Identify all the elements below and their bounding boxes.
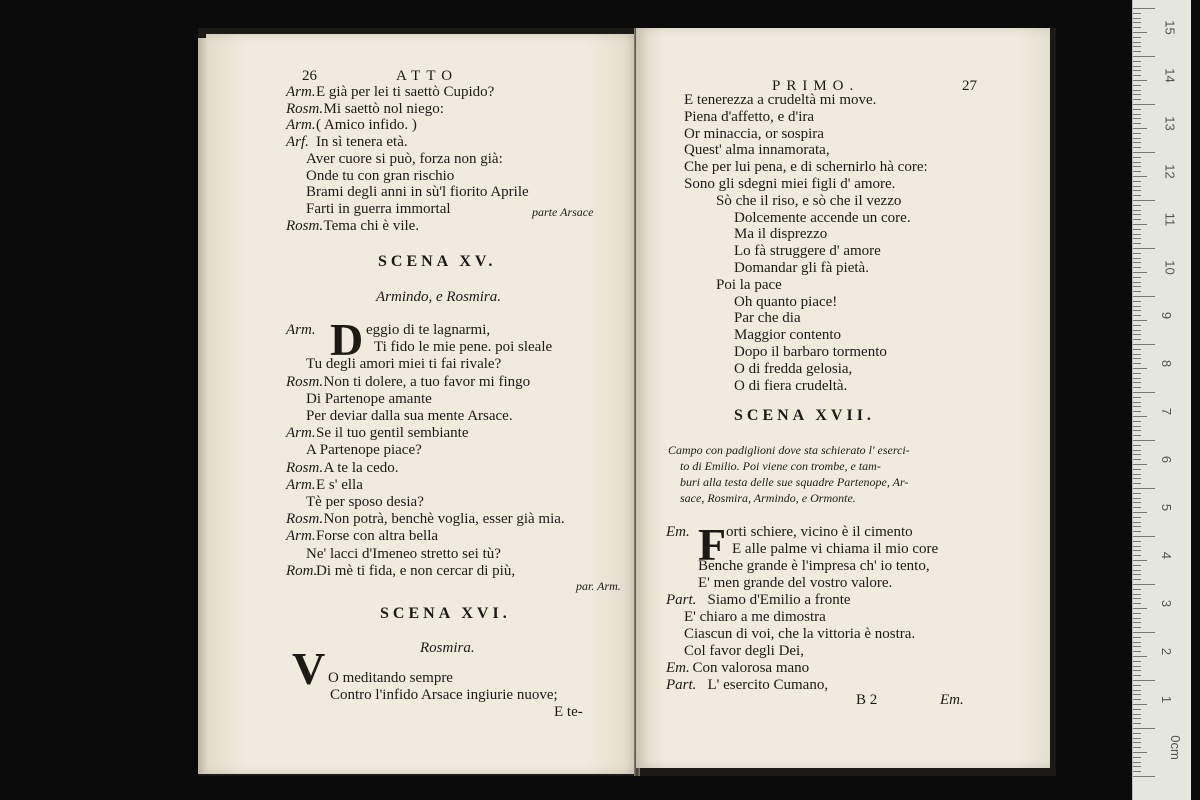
speaker-label: Arm. <box>286 84 316 100</box>
ruler-tick <box>1133 488 1155 489</box>
ruler-tick <box>1133 699 1141 700</box>
ruler-tick <box>1133 613 1141 614</box>
ruler-tick <box>1133 560 1147 561</box>
page-number-left: 26 <box>302 68 317 84</box>
ruler-tick <box>1133 421 1141 422</box>
ruler-tick <box>1133 27 1141 28</box>
ruler-tick <box>1133 277 1141 278</box>
ruler-label: 11 <box>1162 212 1178 227</box>
text-line: Se il tuo gentil sembiante <box>316 425 469 442</box>
ruler-tick <box>1133 752 1147 753</box>
open-book <box>198 28 1056 776</box>
speaker-label: Rosm. <box>286 459 324 476</box>
ruler-tick <box>1133 272 1147 273</box>
ruler-tick <box>1133 445 1141 446</box>
ruler-tick <box>1133 349 1141 350</box>
ruler-tick <box>1133 416 1147 417</box>
ruler-tick <box>1133 762 1141 763</box>
ruler-tick <box>1133 642 1141 643</box>
text-line: E s' ella <box>316 476 363 493</box>
text-line: eggio di te lagnarmi, <box>366 322 491 338</box>
ruler-tick <box>1133 219 1141 220</box>
speaker-label: Arm. <box>286 425 316 442</box>
text-line: E alle palme vi chiama il mio core <box>732 541 939 557</box>
ruler-label: 14 <box>1162 68 1178 83</box>
ruler-tick <box>1133 464 1147 465</box>
ruler-tick <box>1133 354 1141 355</box>
ruler-tick <box>1133 310 1141 311</box>
ruler-tick <box>1133 248 1155 249</box>
speaker-label: Rosm. <box>286 217 324 234</box>
ruler-tick <box>1133 723 1141 724</box>
running-head-left: ATTO <box>396 68 459 84</box>
ruler-tick <box>1133 714 1141 715</box>
ruler-label: 0cm <box>1167 735 1183 760</box>
text-line: In sì tenera età. <box>316 134 408 151</box>
text-line: Mi saettò nol niego: <box>323 100 444 117</box>
text-line: Non ti dolere, a tuo favor mi fingo <box>323 373 531 390</box>
ruler-tick <box>1133 728 1155 729</box>
ruler-tick <box>1133 747 1141 748</box>
stage-direction: par. Arm. <box>576 579 621 593</box>
drop-cap: F <box>698 519 727 570</box>
ruler-tick <box>1133 656 1147 657</box>
text-line: L' esercito Cumano, <box>707 677 829 693</box>
ruler-tick <box>1133 18 1141 19</box>
ruler-tick <box>1133 42 1141 43</box>
text-line: Onde tu con gran rischio <box>306 167 455 184</box>
ruler-tick <box>1133 507 1141 508</box>
ruler-tick <box>1133 181 1141 182</box>
ruler-tick <box>1133 387 1141 388</box>
ruler-tick <box>1133 238 1141 239</box>
ruler-tick <box>1133 171 1141 172</box>
ruler-tick <box>1133 541 1141 542</box>
ruler-tick <box>1133 574 1141 575</box>
ruler-label: 3 <box>1159 599 1175 608</box>
verse-line: Poi la pace <box>716 276 782 293</box>
text-line: Tu degli amori miei ti fai rivale? <box>306 356 502 373</box>
ruler-tick <box>1133 114 1141 115</box>
text-line: E' chiaro a me dimostra <box>684 609 826 625</box>
text-line: Di Partenope amante <box>306 390 432 407</box>
ruler-tick <box>1133 594 1141 595</box>
ruler-tick <box>1133 296 1155 297</box>
ruler-tick <box>1133 243 1141 244</box>
speaker-label: Arm. <box>286 322 316 338</box>
ruler-tick <box>1133 306 1141 307</box>
ruler-tick <box>1133 632 1155 633</box>
ruler-label: 9 <box>1159 311 1175 320</box>
ruler-tick <box>1133 224 1147 225</box>
ruler-tick <box>1133 675 1141 676</box>
ruler-label: 15 <box>1162 20 1178 35</box>
ruler-tick <box>1133 598 1141 599</box>
page-number-right: 27 <box>962 78 977 94</box>
ruler-tick <box>1133 661 1141 662</box>
ruler-tick <box>1133 637 1141 638</box>
ruler-tick <box>1133 339 1141 340</box>
ruler-tick <box>1133 603 1141 604</box>
ruler-tick <box>1133 75 1141 76</box>
verse-line: Sono gli sdegni miei figli d' amore. <box>684 176 896 192</box>
ruler-tick <box>1133 651 1141 652</box>
text-line: E già per lei ti saettò Cupido? <box>316 84 495 100</box>
text-line: Di mè ti fida, e non cercar di più, <box>316 562 516 579</box>
text-line: Contro l'infido Arsace ingiurie nuove; <box>330 687 558 703</box>
scene-characters: Rosmira. <box>420 640 475 656</box>
ruler-tick <box>1133 579 1141 580</box>
ruler-tick <box>1133 517 1141 518</box>
ruler-label: 1 <box>1159 695 1175 704</box>
verse-line: O di fiera crudeltà. <box>734 377 848 394</box>
ruler-label: 8 <box>1159 359 1175 368</box>
left-page <box>206 34 638 774</box>
ruler-tick <box>1133 109 1141 110</box>
ruler-tick <box>1133 320 1147 321</box>
ruler-tick <box>1133 166 1141 167</box>
verse-line: Maggior contento <box>734 327 842 344</box>
ruler-tick <box>1133 378 1141 379</box>
verse-line: Sò che il riso, e sò che il vezzo <box>716 192 902 209</box>
ruler-tick <box>1133 709 1141 710</box>
ruler-tick <box>1133 176 1147 177</box>
ruler-tick <box>1133 430 1141 431</box>
ruler-tick <box>1133 70 1141 71</box>
text-line: E' men grande del vostro valore. <box>698 575 893 591</box>
ruler-tick <box>1133 546 1141 547</box>
text-line: Aver cuore si può, forza non già: <box>306 150 503 167</box>
description-line: buri alla testa delle sue squadre Partenope, Ar- <box>680 475 909 489</box>
stage-direction: parte Arsace <box>532 205 594 219</box>
verse-line: Che per lui pena, e di schernirlo hà core: <box>684 159 928 176</box>
verse-line: Dolcemente accende un core. <box>734 209 911 226</box>
text-line: A Partenope piace? <box>306 442 422 459</box>
text-line: Ciascun di voi, che la vittoria è nostra. <box>684 626 916 642</box>
verse-line: Quest' alma innamorata, <box>684 142 830 159</box>
ruler-tick <box>1133 258 1141 259</box>
ruler-tick <box>1133 133 1141 134</box>
speaker-label: Part. <box>666 592 697 608</box>
ruler-tick <box>1133 483 1141 484</box>
text-line: Tema chi è vile. <box>323 217 420 234</box>
ruler-tick <box>1133 138 1141 139</box>
ruler-tick <box>1133 205 1141 206</box>
text-line: Brami degli anni in sù'l fiorito Aprile <box>306 184 529 201</box>
text-line: Ti fido le mie pene. poi sleale <box>374 339 553 356</box>
ruler-label: 6 <box>1159 455 1175 464</box>
ruler-tick <box>1133 526 1141 527</box>
ruler-tick <box>1133 459 1141 460</box>
ruler-tick <box>1133 392 1155 393</box>
ruler-label: 4 <box>1159 551 1175 560</box>
verse-line: Domandar gli fà pietà. <box>734 260 869 276</box>
verse-line: Dopo il barbaro tormento <box>734 344 887 360</box>
ruler-tick <box>1133 565 1141 566</box>
scene-heading: SCENA XVI. <box>380 605 511 622</box>
ruler-tick <box>1133 142 1141 143</box>
ruler-tick <box>1133 718 1141 719</box>
text-line: Farti in guerra immortal <box>306 200 451 217</box>
ruler-tick <box>1133 555 1141 556</box>
ruler-tick <box>1133 195 1141 196</box>
ruler-label: 13 <box>1162 116 1178 131</box>
catchword: Em. <box>940 692 964 708</box>
text-line: Col favor degli Dei, <box>684 643 804 659</box>
ruler-tick <box>1133 589 1141 590</box>
ruler-tick <box>1133 229 1141 230</box>
ruler-label: 12 <box>1162 164 1178 179</box>
speaker-label: Em. <box>666 524 690 540</box>
ruler-tick <box>1133 190 1141 191</box>
catchword: E te- <box>554 704 583 720</box>
ruler-tick <box>1133 502 1141 503</box>
ruler-tick <box>1133 90 1141 91</box>
drop-cap: V <box>292 643 326 694</box>
speaker-label: Rosm. <box>286 373 324 390</box>
ruler-tick <box>1133 618 1141 619</box>
ruler-label: 5 <box>1159 503 1175 512</box>
speaker-label: Part. <box>666 677 697 693</box>
ruler-tick <box>1133 570 1141 571</box>
ruler-tick <box>1133 426 1141 427</box>
ruler-tick <box>1133 234 1141 235</box>
speaker-label: Rosm. <box>286 100 324 117</box>
ruler-tick <box>1133 771 1141 772</box>
ruler-tick <box>1133 622 1141 623</box>
text-line: Tè per sposo desia? <box>306 494 424 510</box>
ruler-tick <box>1133 13 1141 14</box>
ruler-tick <box>1133 147 1141 148</box>
text-line: orti schiere, vicino è il cimento <box>726 524 913 540</box>
ruler-tick <box>1133 286 1141 287</box>
ruler-label: 7 <box>1159 407 1175 416</box>
text-line: Con valorosa mano <box>692 660 810 676</box>
ruler-tick <box>1133 291 1141 292</box>
ruler-tick <box>1133 512 1147 513</box>
ruler-tick <box>1133 550 1141 551</box>
ruler-tick <box>1133 8 1155 9</box>
description-line: Campo con padiglioni dove sta schierato l' eserci- <box>668 443 910 457</box>
scene-heading: SCENA XVII. <box>734 407 875 424</box>
verse-line: E tenerezza a crudeltà mi move. <box>684 92 877 108</box>
ruler-tick <box>1133 358 1141 359</box>
ruler-tick <box>1133 22 1141 23</box>
speaker-label: Em. <box>666 660 690 676</box>
ruler-tick <box>1133 397 1141 398</box>
ruler-tick <box>1133 99 1141 100</box>
ruler-tick <box>1133 733 1141 734</box>
description-line: to di Emilio. Poi viene con trombe, e tam- <box>680 459 881 473</box>
running-head-right: PRIMO. <box>772 78 860 94</box>
ruler-tick <box>1133 157 1141 158</box>
ruler-tick <box>1133 253 1141 254</box>
ruler-tick <box>1133 776 1155 777</box>
ruler-tick <box>1133 118 1141 119</box>
ruler-tick <box>1133 694 1141 695</box>
right-page <box>636 28 1050 768</box>
ruler-tick <box>1133 704 1147 705</box>
ruler-tick <box>1133 162 1141 163</box>
signature-mark: B 2 <box>856 692 878 708</box>
ruler-tick <box>1133 670 1141 671</box>
ruler-tick <box>1133 66 1141 67</box>
ruler-tick <box>1133 454 1141 455</box>
ruler-tick <box>1133 262 1141 263</box>
ruler-tick <box>1133 301 1141 302</box>
ruler-tick <box>1133 37 1141 38</box>
ruler-tick <box>1133 406 1141 407</box>
ruler-tick <box>1133 186 1141 187</box>
speaker-label: Arm. <box>286 117 316 134</box>
scene-characters: Armindo, e Rosmira. <box>376 289 501 305</box>
ruler-tick <box>1133 531 1141 532</box>
ruler-tick <box>1133 330 1141 331</box>
verse-line: O di fredda gelosia, <box>734 360 853 377</box>
ruler-tick <box>1133 498 1141 499</box>
verse-line: Piena d'affetto, e d'ira <box>684 108 815 125</box>
text-line: O meditando sempre <box>328 670 453 686</box>
verse-line: Oh quanto piace! <box>734 293 838 310</box>
ruler-tick <box>1133 32 1147 33</box>
ruler-tick <box>1133 210 1141 211</box>
ruler-tick <box>1133 690 1141 691</box>
speaker-label: Arm. <box>286 528 316 545</box>
ruler-tick <box>1133 315 1141 316</box>
ruler-tick <box>1133 450 1141 451</box>
speaker-label: Rom. <box>286 562 318 579</box>
verse-line: Ma il disprezzo <box>734 226 828 243</box>
ruler-tick <box>1133 46 1141 47</box>
ruler-tick <box>1133 474 1141 475</box>
ruler-tick <box>1133 608 1147 609</box>
text-line: Forse con altra bella <box>316 528 439 545</box>
ruler-tick <box>1133 766 1141 767</box>
text-line: Non potrà, benchè voglia, esser già mia. <box>323 511 565 528</box>
verse-line: Or minaccia, or sospira <box>684 125 824 142</box>
ruler-tick <box>1133 368 1147 369</box>
ruler-tick <box>1133 402 1141 403</box>
ruler-tick <box>1133 382 1141 383</box>
ruler-tick <box>1133 80 1147 81</box>
text-line: Benche grande è l'impresa ch' io tento, <box>698 558 930 574</box>
ruler-tick <box>1133 757 1141 758</box>
ruler-tick <box>1133 469 1141 470</box>
ruler-tick <box>1133 680 1155 681</box>
ruler-tick <box>1133 61 1141 62</box>
scene-heading: SCENA XV. <box>378 253 497 270</box>
ruler-tick <box>1133 738 1141 739</box>
ruler-tick <box>1133 493 1141 494</box>
verse-line: Lo fà struggere d' amore <box>734 243 881 260</box>
drop-cap: D <box>330 314 364 365</box>
ruler-tick <box>1133 56 1155 57</box>
text-line: A te la cedo. <box>323 459 399 476</box>
ruler-tick <box>1133 344 1155 345</box>
text-line: Siamo d'Emilio a fronte <box>707 592 851 608</box>
ruler-tick <box>1133 363 1141 364</box>
measuring-ruler <box>1132 0 1191 800</box>
ruler-tick <box>1133 435 1141 436</box>
description-line: sace, Rosmira, Armindo, e Ormonte. <box>680 491 856 505</box>
verse-line: Par che dia <box>734 310 801 327</box>
ruler-tick <box>1133 627 1141 628</box>
ruler-tick <box>1133 440 1155 441</box>
ruler-tick <box>1133 123 1141 124</box>
ruler-tick <box>1133 128 1147 129</box>
ruler-tick <box>1133 666 1141 667</box>
ruler-tick <box>1133 94 1141 95</box>
ruler-tick <box>1133 373 1141 374</box>
ruler-tick <box>1133 584 1155 585</box>
ruler-tick <box>1133 51 1141 52</box>
ruler-tick <box>1133 411 1141 412</box>
ruler-tick <box>1133 214 1141 215</box>
ruler-label: 10 <box>1162 260 1178 275</box>
ruler-tick <box>1133 478 1141 479</box>
text-line: Ne' lacci d'Imeneo stretto sei tù? <box>306 545 501 562</box>
speaker-label: Arf. <box>286 134 309 151</box>
speaker-label: Rosm. <box>286 511 324 528</box>
ruler-tick <box>1133 104 1155 105</box>
ruler-tick <box>1133 685 1141 686</box>
text-line: ( Amico infido. ) <box>316 117 417 134</box>
ruler-tick <box>1133 536 1155 537</box>
ruler-tick <box>1133 282 1141 283</box>
ruler-tick <box>1133 85 1141 86</box>
ruler-tick <box>1133 325 1141 326</box>
ruler-tick <box>1133 646 1141 647</box>
ruler-tick <box>1133 742 1141 743</box>
ruler-tick <box>1133 200 1155 201</box>
text-line: Per deviar dalla sua mente Arsace. <box>306 408 513 424</box>
ruler-tick <box>1133 334 1141 335</box>
speaker-label: Arm. <box>286 476 316 493</box>
ruler-tick <box>1133 267 1141 268</box>
ruler-tick <box>1133 152 1155 153</box>
ruler-label: 2 <box>1159 647 1175 656</box>
ruler-tick <box>1133 522 1141 523</box>
